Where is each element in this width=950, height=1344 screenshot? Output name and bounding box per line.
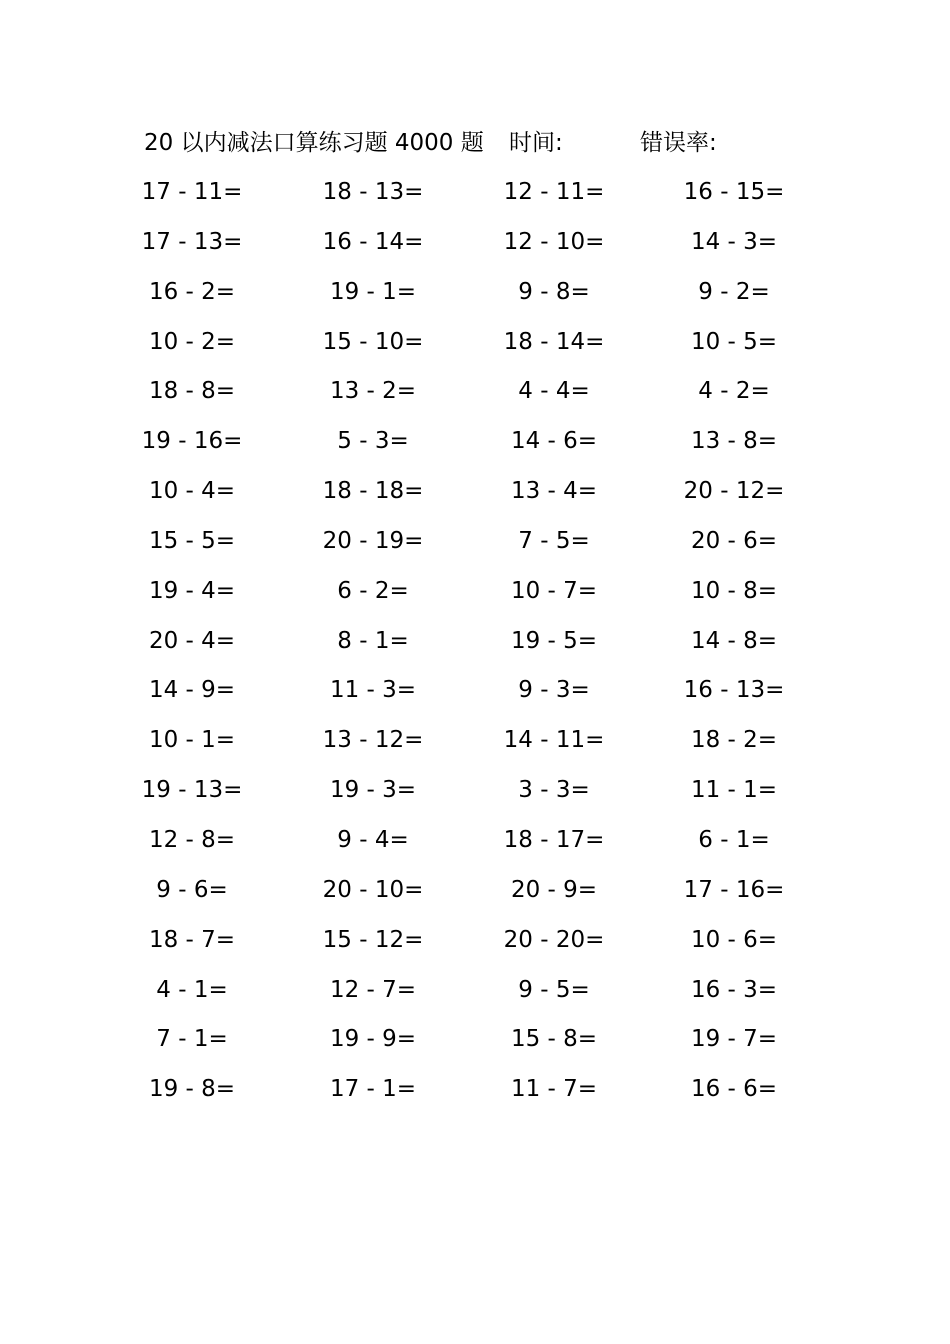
problem-row	[0, 1071, 950, 1121]
problem-item: 10 - 6=	[690, 926, 778, 953]
problem-row	[0, 523, 950, 573]
problem-row	[0, 623, 950, 673]
problem-item: 6 - 1=	[698, 826, 770, 853]
problem-grid	[0, 174, 950, 1121]
problem-item: 10 - 1=	[148, 727, 236, 754]
problem-item: 16 - 6=	[690, 1076, 778, 1103]
problem-item: 16 - 14=	[322, 228, 424, 255]
problem-item: 15 - 8=	[510, 1026, 598, 1053]
problem-item: 19 - 5=	[510, 627, 598, 654]
problem-item: 17 - 13=	[141, 228, 243, 255]
problem-item: 17 - 1=	[329, 1076, 417, 1103]
problem-item: 19 - 9=	[329, 1026, 417, 1053]
worksheet-title: 20 以内减法口算练习题 4000 题	[144, 130, 484, 156]
problem-item: 13 - 2=	[329, 378, 417, 405]
problem-item: 20 - 19=	[322, 527, 424, 554]
problem-item: 12 - 10=	[503, 228, 605, 255]
problem-row	[0, 772, 950, 822]
problem-item: 15 - 5=	[148, 527, 236, 554]
problem-item: 11 - 7=	[510, 1076, 598, 1103]
problem-item: 20 - 20=	[503, 926, 605, 953]
problem-item: 4 - 1=	[156, 976, 228, 1003]
problem-item: 18 - 7=	[148, 926, 236, 953]
problem-item: 16 - 2=	[148, 278, 236, 305]
problem-row	[0, 573, 950, 623]
problem-item: 19 - 13=	[141, 777, 243, 804]
problem-item: 11 - 3=	[329, 677, 417, 704]
worksheet-header	[0, 125, 950, 161]
problem-item: 14 - 8=	[690, 627, 778, 654]
problem-item: 14 - 3=	[690, 228, 778, 255]
problem-item: 20 - 12=	[683, 478, 785, 505]
problem-item: 19 - 16=	[141, 428, 243, 455]
problem-item: 16 - 13=	[683, 677, 785, 704]
problem-item: 19 - 3=	[329, 777, 417, 804]
problem-item: 7 - 5=	[518, 527, 590, 554]
problem-item: 13 - 8=	[690, 428, 778, 455]
problem-item: 20 - 10=	[322, 876, 424, 903]
problem-item: 14 - 6=	[510, 428, 598, 455]
problem-item: 18 - 2=	[690, 727, 778, 754]
problem-item: 17 - 11=	[141, 179, 243, 205]
time-label: 时间:	[509, 130, 563, 156]
problem-item: 18 - 18=	[322, 478, 424, 505]
problem-item: 19 - 4=	[148, 577, 236, 604]
problem-item: 8 - 1=	[337, 627, 409, 654]
problem-item: 7 - 1=	[156, 1026, 228, 1053]
problem-item: 10 - 8=	[690, 577, 778, 604]
problem-item: 4 - 2=	[698, 378, 770, 405]
problem-item: 18 - 17=	[503, 826, 605, 853]
problem-row	[0, 672, 950, 722]
problem-item: 9 - 3=	[518, 677, 590, 704]
problem-row	[0, 1021, 950, 1071]
problem-item: 9 - 6=	[156, 876, 228, 903]
problem-item: 9 - 5=	[518, 976, 590, 1003]
problem-item: 14 - 11=	[503, 727, 605, 754]
problem-item: 12 - 11=	[503, 179, 605, 205]
problem-row	[0, 722, 950, 772]
problem-row	[0, 972, 950, 1022]
problem-item: 19 - 7=	[690, 1026, 778, 1053]
problem-item: 14 - 9=	[148, 677, 236, 704]
problem-item: 9 - 8=	[518, 278, 590, 305]
problem-row	[0, 373, 950, 423]
problem-item: 16 - 3=	[690, 976, 778, 1003]
problem-item: 13 - 12=	[322, 727, 424, 754]
problem-item: 3 - 3=	[518, 777, 590, 804]
problem-item: 10 - 5=	[690, 328, 778, 355]
problem-row	[0, 224, 950, 274]
problem-row	[0, 324, 950, 374]
problem-item: 18 - 14=	[503, 328, 605, 355]
problem-row	[0, 822, 950, 872]
problem-item: 19 - 8=	[148, 1076, 236, 1103]
problem-row	[0, 473, 950, 523]
problem-item: 17 - 16=	[683, 876, 785, 903]
problem-item: 20 - 4=	[148, 627, 236, 654]
problem-item: 16 - 15=	[683, 179, 785, 205]
problem-item: 10 - 7=	[510, 577, 598, 604]
problem-row	[0, 922, 950, 972]
problem-item: 18 - 13=	[322, 179, 424, 205]
problem-item: 10 - 4=	[148, 478, 236, 505]
problem-item: 6 - 2=	[337, 577, 409, 604]
problem-item: 13 - 4=	[510, 478, 598, 505]
problem-row	[0, 274, 950, 324]
problem-item: 9 - 4=	[337, 826, 409, 853]
problem-row	[0, 423, 950, 473]
problem-item: 5 - 3=	[337, 428, 409, 455]
problem-item: 4 - 4=	[518, 378, 590, 405]
problem-item: 12 - 7=	[329, 976, 417, 1003]
problem-item: 11 - 1=	[690, 777, 778, 804]
problem-item: 20 - 6=	[690, 527, 778, 554]
problem-item: 15 - 10=	[322, 328, 424, 355]
problem-item: 10 - 2=	[148, 328, 236, 355]
problem-row	[0, 872, 950, 922]
problem-item: 18 - 8=	[148, 378, 236, 405]
error-rate-label: 错误率:	[640, 130, 717, 156]
problem-item: 20 - 9=	[510, 876, 598, 903]
problem-row	[0, 174, 950, 224]
problem-item: 12 - 8=	[148, 826, 236, 853]
problem-item: 19 - 1=	[329, 278, 417, 305]
problem-item: 15 - 12=	[322, 926, 424, 953]
problem-item: 9 - 2=	[698, 278, 770, 305]
